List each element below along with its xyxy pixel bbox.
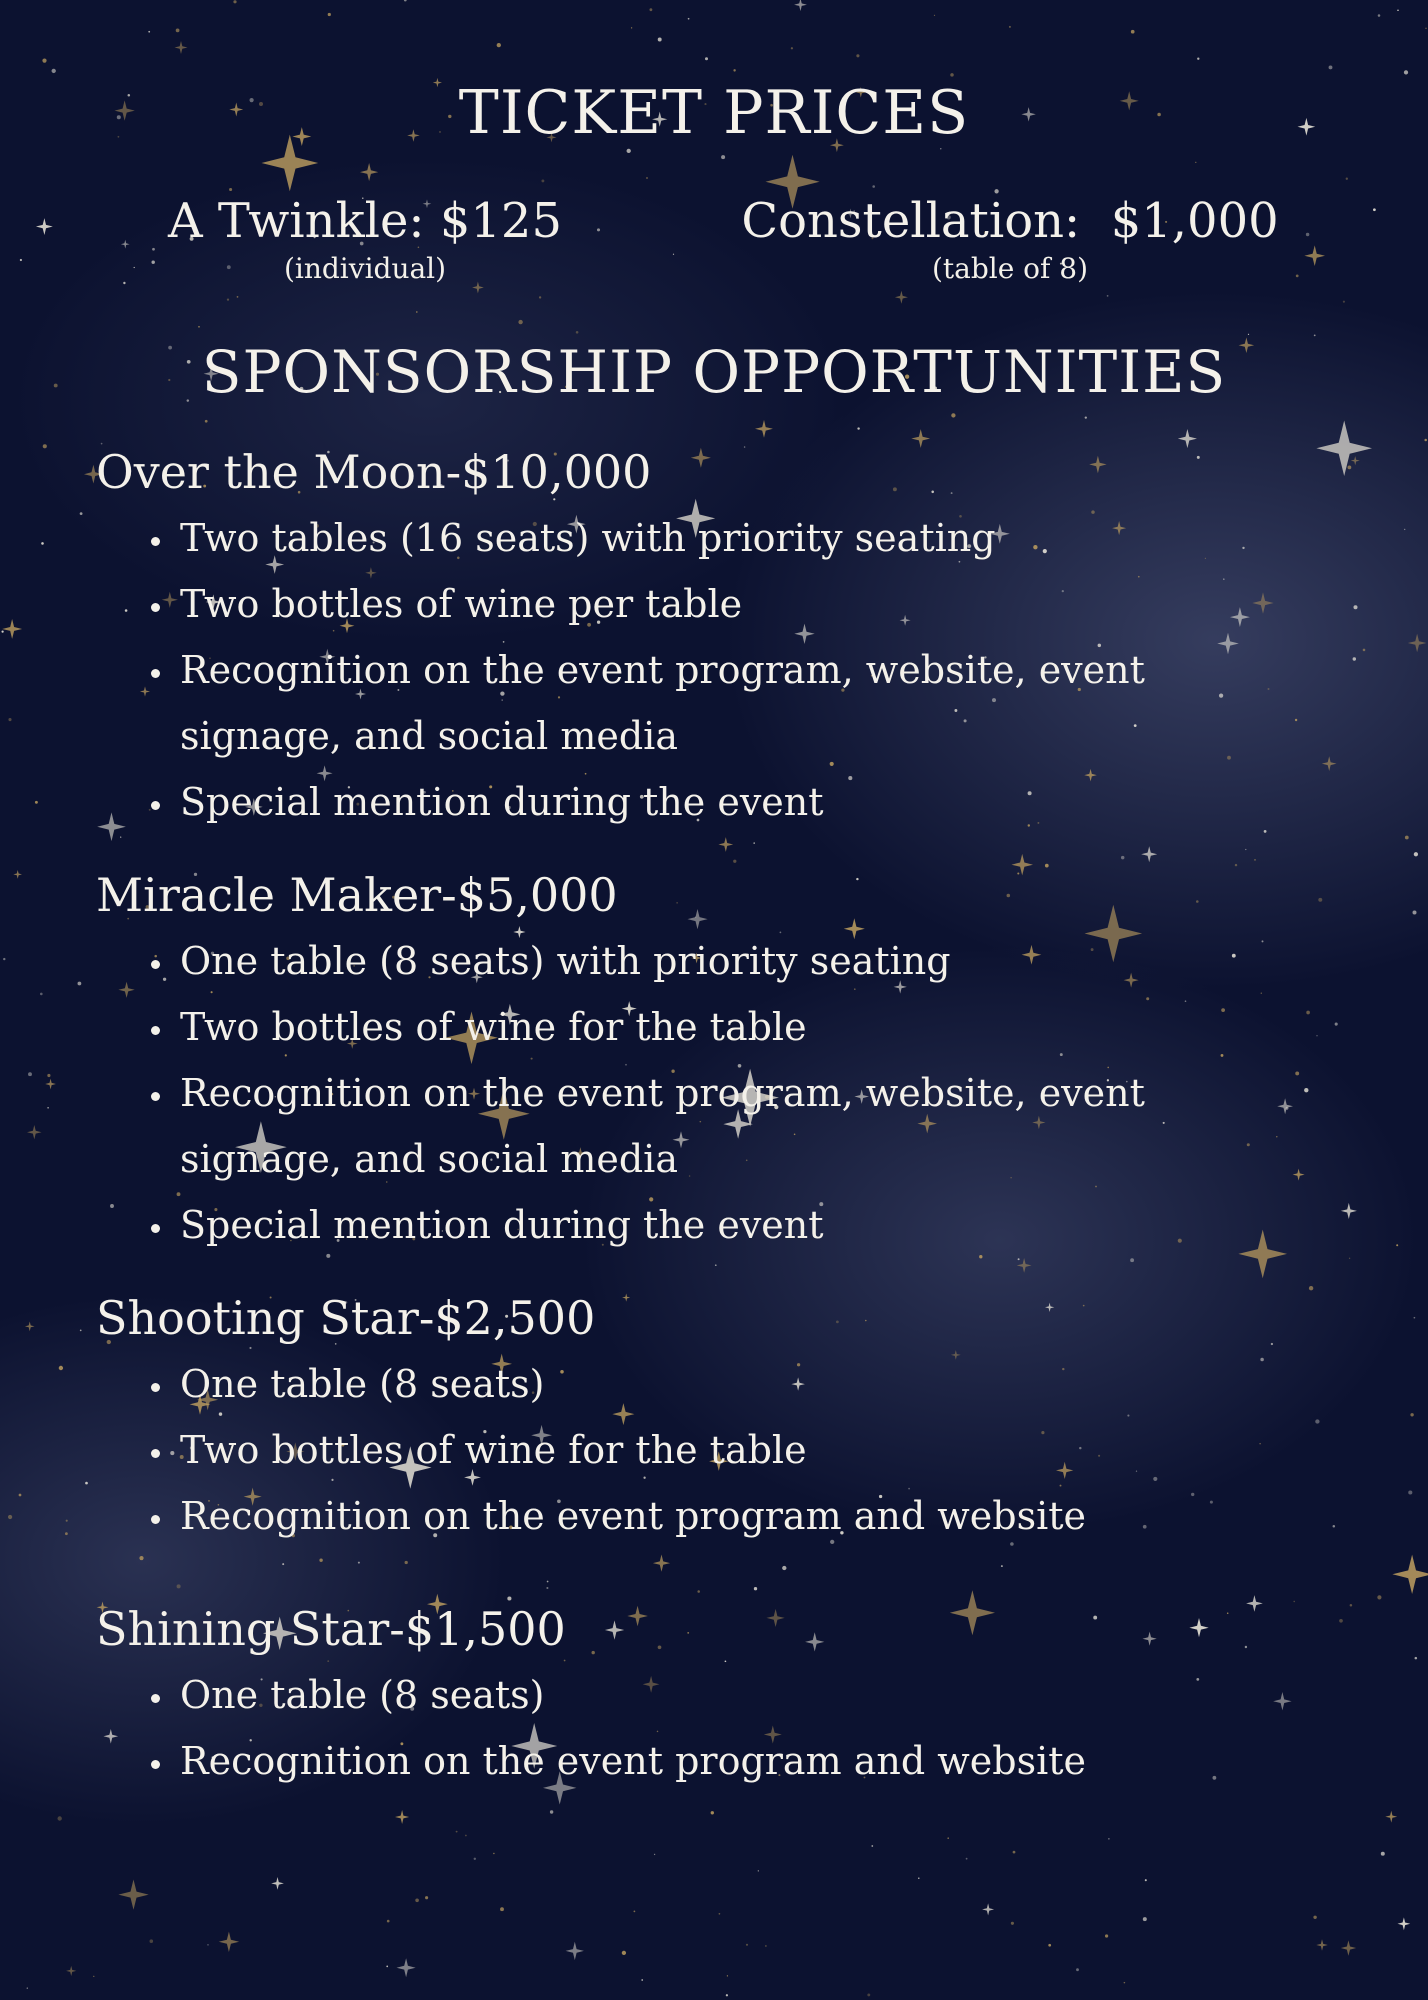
star-dot [966, 1858, 968, 1860]
star-dot [58, 1816, 62, 1820]
star-sparkle [121, 240, 130, 249]
star-dot [1315, 1419, 1319, 1423]
star-dot [40, 993, 43, 996]
star-dot [1378, 14, 1381, 17]
star-dot [41, 542, 44, 545]
star-dot [940, 148, 941, 149]
star-dot [134, 267, 135, 268]
star-dot [1405, 836, 1409, 840]
sponsorship-heading: SPONSORSHIP OPPORTUNITIES [201, 338, 1227, 406]
star-dot [1313, 1916, 1316, 1919]
star-dot [1306, 1011, 1310, 1015]
star-dot [358, 1562, 360, 1564]
star-dot [139, 1556, 143, 1560]
star-dot [541, 179, 544, 182]
star-dot [1339, 1619, 1343, 1623]
star-sparkle [1304, 245, 1325, 266]
star-dot [705, 57, 708, 60]
star-dot [474, 1858, 476, 1860]
star-dot [1415, 1657, 1418, 1660]
star-dot [1343, 301, 1345, 303]
star-dot [654, 1854, 655, 1855]
benefit-list [96, 1662, 1296, 1794]
star-dot [42, 59, 46, 63]
star-sparkle [1316, 421, 1372, 477]
star-sparkle [755, 420, 773, 438]
star-sparkle [1392, 1555, 1428, 1594]
star-dot [1235, 864, 1237, 866]
star-dot [1011, 1922, 1014, 1925]
benefit-list [96, 1351, 1296, 1549]
benefit-item: • One table (8 seats) [176, 1662, 1180, 1728]
star-dot [539, 296, 541, 298]
star-dot [867, 1993, 870, 1996]
star-dot [649, 8, 652, 11]
star-dot [493, 1853, 494, 1854]
star-dot [1143, 1917, 1147, 1921]
star-dot [753, 842, 755, 844]
star-dot [1306, 233, 1309, 236]
star-dot [43, 444, 47, 448]
star-dot [1018, 1258, 1020, 1260]
benefit-item: • Recognition on the event program and website [176, 1728, 1180, 1794]
star-dot [1353, 657, 1356, 660]
star-dot [754, 1587, 757, 1590]
star-dot [416, 311, 418, 313]
star-dot [1124, 1982, 1126, 1984]
ticket-prices-heading: TICKET PRICES [458, 78, 970, 148]
star-dot [80, 1330, 82, 1332]
star-dot [456, 1831, 458, 1833]
star-dot [1414, 1317, 1416, 1319]
star-dot [52, 69, 56, 73]
star-dot [123, 282, 125, 284]
star-dot [733, 69, 735, 71]
star-dot [1085, 416, 1087, 418]
star-sparkle [982, 1903, 994, 1915]
star-dot [597, 228, 600, 231]
star-dot [746, 1944, 748, 1946]
star-dot [207, 1944, 208, 1945]
star-sparkle [1141, 846, 1157, 862]
star-dot [404, 0, 407, 1]
star-dot [20, 259, 22, 261]
star-dot [465, 1835, 467, 1837]
star-dot [934, 15, 935, 16]
star-dot [35, 801, 38, 804]
star-sparkle [36, 218, 53, 235]
sponsor-level-title: Shining Star-$1,500 [96, 1602, 566, 1656]
star-dot [1346, 178, 1348, 180]
star-dot [1001, 1565, 1003, 1567]
star-dot [47, 1074, 50, 1077]
star-sparkle [13, 870, 22, 879]
star-dot [78, 982, 82, 986]
star-sparkle [1351, 456, 1360, 465]
star-dot [1195, 162, 1196, 163]
star-dot [1373, 208, 1376, 211]
star-dot [1145, 1879, 1147, 1881]
star-dot [856, 54, 859, 57]
ticket-tier-note: (table of 8) [931, 251, 1089, 285]
star-dot [951, 413, 955, 417]
star-dot [1425, 28, 1426, 29]
star-dot [688, 18, 690, 20]
star-sparkle [1341, 1940, 1356, 1955]
star-dot [425, 1896, 428, 1899]
benefit-list [96, 505, 1296, 835]
star-dot [177, 1584, 181, 1588]
star-dot [627, 149, 631, 153]
star-sparkle [27, 1125, 42, 1139]
star-dot [1377, 1595, 1381, 1599]
star-sparkle [2, 619, 22, 639]
star-dot [93, 1976, 94, 1977]
star-dot [1318, 898, 1322, 902]
star-sparkle [1341, 1203, 1357, 1219]
benefit-item: • Special mention during the event [176, 1192, 1180, 1258]
star-dot [59, 1366, 63, 1370]
star-sparkle [895, 291, 908, 304]
star-dot [8, 718, 11, 721]
star-dot [715, 1264, 717, 1266]
star-sparkle [1017, 1258, 1032, 1273]
star-dot [646, 177, 648, 179]
star-dot [120, 836, 121, 837]
ticket-tier-twinkle [145, 195, 585, 285]
star-sparkle [360, 163, 378, 181]
sponsor-level-shooting-star [96, 1292, 1296, 1549]
star-sparkle [1316, 1939, 1328, 1950]
star-dot [497, 43, 501, 47]
star-dot [85, 1482, 88, 1485]
star-sparkle [66, 1966, 76, 1976]
star-dot [205, 420, 208, 423]
star-dot [1335, 1023, 1338, 1026]
star-dot [634, 1911, 636, 1913]
sponsor-level-miracle-maker [96, 869, 1296, 1258]
star-dot [782, 1566, 786, 1570]
star-dot [673, 254, 674, 255]
star-dot [1414, 852, 1418, 856]
star-sparkle [219, 1932, 239, 1952]
star-dot [1248, 334, 1249, 335]
star-dot [1108, 1838, 1109, 1839]
star-dot [1254, 859, 1255, 860]
star-dot [1309, 1286, 1313, 1290]
star-dot [758, 1870, 759, 1871]
star-dot [1329, 65, 1333, 69]
star-dot [80, 512, 83, 515]
star-sparkle [1385, 1811, 1397, 1823]
star-dot [1304, 1088, 1308, 1092]
star-dot [328, 13, 331, 16]
star-dot [319, 1558, 322, 1561]
star-dot [3, 958, 5, 960]
star-sparkle [1408, 634, 1427, 653]
star-dot [150, 1939, 154, 1943]
star-dot [719, 1913, 721, 1915]
star-dot [727, 1975, 728, 1976]
star-dot [1009, 26, 1011, 28]
star-dot [658, 38, 662, 42]
star-sparkle [1322, 756, 1337, 771]
star-dot [726, 1994, 728, 1996]
star-dot [19, 1494, 22, 1497]
ticket-tier-name: Constellation: $1,000 [741, 193, 1279, 249]
star-dot [622, 1951, 626, 1955]
star-sparkle [271, 1877, 284, 1890]
star-dot [765, 1945, 766, 1946]
star-dot [1197, 58, 1199, 60]
sponsor-level-title: Shooting Star-$2,500 [96, 1291, 596, 1345]
star-dot [1316, 1035, 1317, 1036]
benefit-item: • Recognition on the event program, website, event signage, and social media [176, 637, 1180, 769]
star-dot [641, 1979, 643, 1981]
star-sparkle [45, 1079, 56, 1090]
star-dot [1245, 849, 1246, 850]
star-dot [28, 1072, 32, 1076]
benefit-item: • Recognition on the event program and website [176, 1483, 1180, 1549]
star-dot [1349, 1258, 1350, 1259]
star-dot [65, 1532, 68, 1535]
star-dot [721, 155, 725, 159]
star-dot [1107, 295, 1109, 297]
star-dot [1410, 1413, 1413, 1416]
star-dot [1130, 1258, 1134, 1262]
star-sparkle [794, 0, 807, 11]
star-dot [1404, 529, 1405, 530]
star-dot [66, 1520, 68, 1522]
star-dot [8, 1515, 12, 1519]
benefit-item: • One table (8 seats) with priority seating [176, 928, 1180, 994]
ticket-tier-constellation [720, 195, 1300, 285]
star-dot [507, 1596, 511, 1600]
star-sparkle [718, 837, 733, 852]
benefit-item: • Two bottles of wine per table [176, 571, 1180, 637]
star-dot [1314, 335, 1316, 337]
star-dot [576, 331, 579, 334]
star-dot [1404, 70, 1408, 74]
star-dot [550, 1810, 553, 1813]
star-dot [871, 1845, 873, 1847]
benefit-list [96, 928, 1296, 1258]
star-dot [1076, 1968, 1079, 1971]
star-dot [500, 1907, 504, 1911]
star-dot [1131, 30, 1135, 34]
benefit-item: • Recognition on the event program, website, event signage, and social media [176, 1060, 1180, 1192]
star-dot [1350, 1604, 1353, 1607]
star-dot [1381, 1852, 1385, 1856]
star-dot [1333, 1525, 1336, 1528]
star-dot [227, 298, 229, 300]
star-dot [857, 427, 859, 429]
star-dot [1293, 1601, 1294, 1602]
star-dot [1105, 1934, 1108, 1937]
star-dot [47, 1107, 49, 1109]
star-dot [198, 326, 200, 328]
star-dot [1363, 649, 1366, 652]
star-dot [918, 1878, 919, 1879]
star-dot [950, 73, 954, 77]
sponsor-level-title: Miracle Maker-$5,000 [96, 868, 618, 922]
star-dot [1348, 466, 1352, 470]
benefit-item: • Two tables (16 seats) with priority seating [176, 505, 1180, 571]
star-dot [415, 1898, 419, 1902]
star-dot [237, 296, 239, 298]
sponsor-level-shining-star [96, 1603, 1296, 1794]
star-dot [176, 29, 180, 33]
star-sparkle [653, 1555, 670, 1572]
star-dot [697, 1590, 700, 1593]
star-dot [546, 1587, 548, 1589]
benefit-item: • One table (8 seats) [176, 1351, 1180, 1417]
star-dot [229, 188, 232, 191]
star-dot [1, 631, 3, 633]
star-dot [1408, 1490, 1412, 1494]
star-sparkle [175, 41, 188, 54]
star-dot [791, 47, 793, 49]
star-dot [947, 1837, 949, 1839]
star-dot [1397, 10, 1399, 12]
star-sparkle [118, 1880, 148, 1910]
star-sparkle [566, 1942, 584, 1960]
star-sparkle [397, 1958, 416, 1977]
star-dot [282, 1563, 284, 1565]
star-dot [518, 320, 522, 324]
star-dot [1353, 605, 1357, 609]
benefit-item: • Special mention during the event [176, 769, 1180, 835]
benefit-item: • Two bottles of wine for the table [176, 1417, 1180, 1483]
ticket-tier-note: (individual) [283, 251, 447, 285]
star-sparkle [25, 1322, 35, 1332]
star-dot [1045, 864, 1049, 868]
star-dot [1424, 439, 1427, 442]
star-dot [405, 1561, 408, 1564]
star-dot [631, 27, 632, 28]
star-dot [27, 1987, 28, 1988]
star-sparkle [395, 1810, 409, 1824]
sponsor-level-title: Over the Moon-$10,000 [96, 445, 652, 499]
star-dot [1013, 1851, 1016, 1854]
star-sparkle [1398, 1917, 1411, 1930]
star-dot [387, 1920, 390, 1923]
star-dot [1048, 1944, 1051, 1947]
sponsor-level-over-the-moon [96, 446, 1296, 835]
star-dot [148, 31, 150, 33]
star-dot [872, 185, 875, 188]
star-dot [233, 0, 236, 3]
star-dot [1121, 856, 1124, 859]
star-dot [386, 1966, 388, 1968]
star-dot [1413, 911, 1417, 915]
benefit-item: • Two bottles of wine for the table [176, 994, 1180, 1060]
star-dot [711, 1811, 714, 1814]
star-dot [547, 1581, 549, 1583]
star-dot [1396, 1244, 1398, 1246]
ticket-tier-name: A Twinkle: $125 [167, 193, 562, 249]
star-dot [733, 860, 736, 863]
